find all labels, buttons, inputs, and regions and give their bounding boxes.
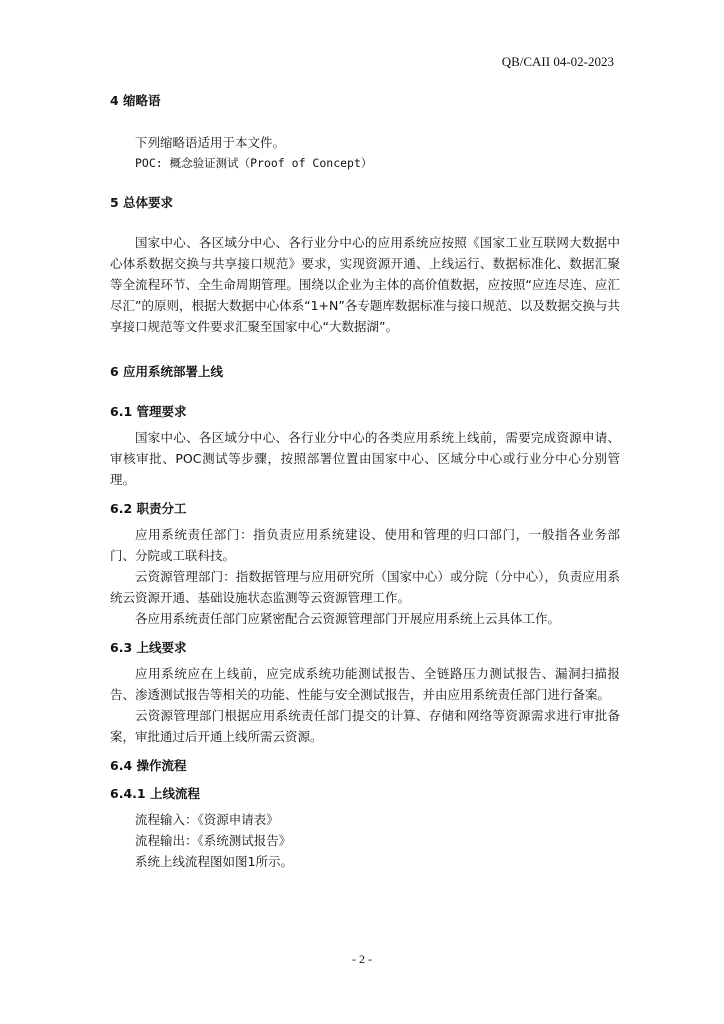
section-6-1-paragraph: 国家中心、各区域分中心、各行业分中心的各类应用系统上线前，需要完成资源申请、审核审批、POC测试等步骤，按照部署位置由国家中心、区域分中心或行业分中心分别管理。 — [110, 430, 620, 487]
section-4-poc-definition: POC: 概念验证测试（Proof of Concept） — [135, 156, 373, 170]
section-6-2-paragraph-1: 应用系统责任部门：指负责应用系统建设、使用和管理的归口部门，一般指各业务部门、分院或工联科技。 — [110, 527, 620, 563]
section-5-paragraph: 国家中心、各区域分中心、各行业分中心的应用系统应按照《国家工业互联网大数据中心体系数据交换与共享接口规范》要求，实现资源开通、上线运行、数据标准化、数据汇聚等全流程环节、全生命周期管理。围绕以企业为主体的高价值数据，应按照“应连尽连、应汇尽汇”的原则，根据大数据中心体系“1+N”各专题库数据标准与接口规范、以及数据交换与共享接口规范等文件要求汇聚至国家中心“大数据湖”。 — [110, 235, 620, 334]
section-4-intro: 下列缩略语适用于本文件。 — [135, 135, 286, 150]
page-body — [110, 92, 620, 872]
section-6-heading: 6 应用系统部署上线 — [110, 364, 224, 379]
section-6-1-heading: 6.1 管理要求 — [110, 404, 187, 419]
section-6-2-paragraph-3: 各应用系统责任部门应紧密配合云资源管理部门开展应用系统上云具体工作。 — [135, 611, 561, 626]
document-code: QB/CAII 04-02-2023 — [501, 54, 614, 69]
section-5-heading: 5 总体要求 — [110, 195, 174, 210]
section-6-3-paragraph-2: 云资源管理部门根据应用系统责任部门提交的计算、存储和网络等资源需求进行审批备案，审批通过后开通上线所需云资源。 — [110, 708, 620, 744]
process-output: 流程输出：《系统测试报告》 — [135, 833, 292, 848]
section-6-3-heading: 6.3 上线要求 — [110, 640, 187, 655]
figure-reference: 系统上线流程图如图1所示。 — [135, 854, 293, 869]
page-number: - 2 - — [352, 952, 372, 966]
section-4-heading: 4 缩略语 — [110, 93, 161, 108]
process-input: 流程输入：《资源申请表》 — [135, 812, 279, 827]
section-6-4-1-heading: 6.4.1 上线流程 — [110, 786, 200, 801]
section-6-3-paragraph-1: 应用系统应在上线前，应完成系统功能测试报告、全链路压力测试报告、漏洞扫描报告、渗透测试报告等相关的功能、性能与安全测试报告，并由应用系统责任部门进行备案。 — [110, 666, 620, 702]
section-6-2-paragraph-2: 云资源管理部门：指数据管理与应用研究所（国家中心）或分院（分中心），负责应用系统云资源开通、基础设施状态监测等云资源管理工作。 — [110, 569, 620, 605]
section-6-2-heading: 6.2 职责分工 — [110, 501, 187, 516]
section-6-4-heading: 6.4 操作流程 — [110, 758, 187, 773]
